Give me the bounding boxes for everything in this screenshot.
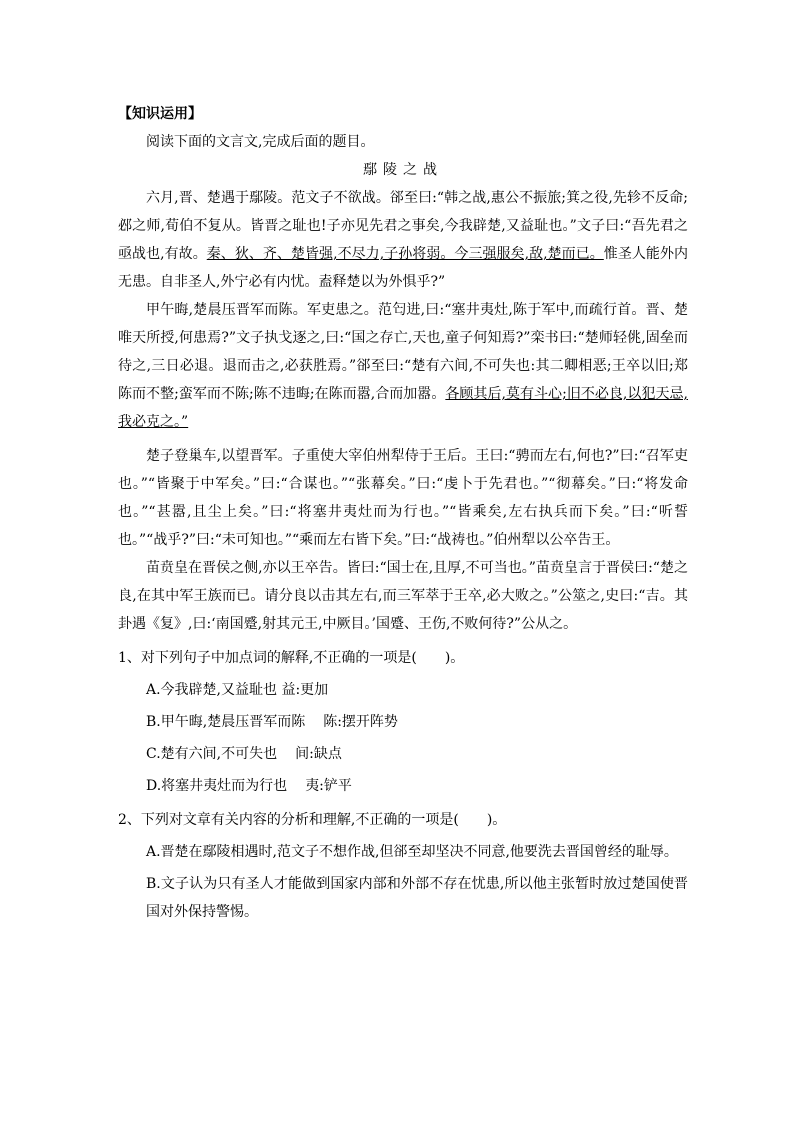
- option-b-text: B.甲午晦,楚晨压晋军而陈: [146, 714, 306, 730]
- passage-paragraph-1: [118, 184, 688, 296]
- passage-paragraph-4: 苗贲皇在晋侯之侧,亦以王卒告。皆曰:“国士在,且厚,不可当也。”苗贲皇言于晋侯曰:“楚之良,在其中军王族而已。请分良以击其左右,而三军萃于王卒,必大败之。”公筮之,史曰:“吉。其卦遇《复》,曰:‘南国蹙,射其元王,中厥目。’国蹙、王伤,不败何待?”公从之。: [118, 560, 688, 632]
- section-label: 【知识运用】: [118, 106, 202, 122]
- passage-title: 鄢陵之战: [363, 162, 443, 178]
- question-2-option-a: A.晋楚在鄢陵相遇时,范文子不想作战,但郤至却坚决不同意,他要洗去晋国曾经的耻辱。: [146, 844, 678, 860]
- paragraph-2-underlined-text: 各顾其后,莫有斗心;旧不必良,以犯天忌,我必克之。”: [118, 386, 688, 430]
- reading-instruction: 阅读下面的文言文,完成后面的题目。: [146, 134, 375, 150]
- question-1-stem: 1、对下列句子中加点词的解释,不正确的一项是( )。: [118, 650, 465, 666]
- paragraph-1-text-b: 惟圣人能外内无患。自非圣人,外宁必有内忧。盍释楚以为外惧乎?”: [118, 246, 688, 290]
- document-content: [118, 100, 688, 926]
- question-2-stem: 2、下列对文章有关内容的分析和理解,不正确的一项是( )。: [118, 812, 507, 828]
- question-2-option-b: B.文子认为只有圣人才能做到国家内部和外部不存在忧患,所以他主张暂时放过楚国使晋国对外保持警惕。: [146, 876, 688, 920]
- paragraph-1-underlined-text: 秦、狄、齐、楚皆强,不尽力,子孙将弱。今三强服矣,敌,楚而已。: [206, 246, 604, 262]
- option-d-note: 夷:铲平: [305, 778, 352, 794]
- paragraph-2-text-a: 甲午晦,楚晨压晋军而陈。军吏患之。范匄进,曰:“塞井夷灶,陈于军中,而疏行首。晋、楚唯天所授,何患焉?”文子执戈逐之,曰:“国之存亡,天也,童子何知焉?”栾书曰:“楚师轻佻,固垒而待之,三日必退。退而击之,必获胜焉。”郤至曰:“楚有六间,不可失也:其二卿相恶;王卒以旧;郑陈而不整;蛮军而不陈;陈不违晦;在陈而嚣,合而加嚣。: [118, 302, 688, 402]
- option-b-note: 陈:摆开阵势: [323, 714, 398, 730]
- option-c-text: C.楚有六间,不可失也: [146, 746, 278, 762]
- passage-paragraph-2: [118, 296, 688, 436]
- option-a-note: 益:更加: [281, 682, 329, 698]
- option-d-text: D.将塞井夷灶而为行也: [146, 778, 288, 794]
- passage-paragraph-3: 楚子登巢车,以望晋军。子重使大宰伯州犁侍于王后。王曰:“骋而左右,何也?”曰:“召军吏也。”“皆聚于中军矣。”曰:“合谋也。”“张幕矣。”曰:“虔卜于先君也。”“彻幕矣。”曰:“将发命也。”“甚嚣,且尘上矣。”曰:“将塞井夷灶而为行也。”“皆乘矣,左右执兵而下矣。”曰:“听誓也。”“战乎?”曰:“未可知也。”“乘而左右皆下矣。”曰:“战祷也。”伯州犁以公卒告王。: [118, 448, 688, 548]
- question-1-option-c: [146, 740, 688, 768]
- question-1-option-a: [146, 676, 688, 704]
- paragraph-1-text-a: 六月,晋、楚遇于鄢陵。范文子不欲战。郤至曰:“韩之战,惠公不振旅;箕之役,先轸不反命;邲之师,荀伯不复从。皆晋之耻也!子亦见先君之事矣,今我辟楚,又益耻也。”文子曰:“吾先君之亟战也,有故。: [118, 190, 688, 262]
- option-a-text: A.今我辟楚,又益耻也: [146, 682, 278, 698]
- option-c-note: 间:缺点: [295, 746, 342, 762]
- question-1-option-d: [146, 772, 688, 800]
- question-1-option-b: [146, 708, 688, 736]
